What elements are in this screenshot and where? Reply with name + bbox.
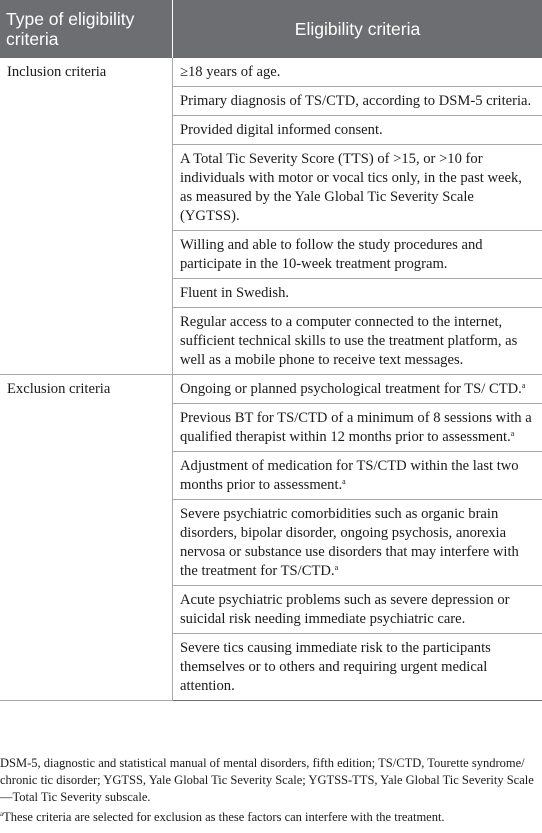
inclusion-item: ≥18 years of age.: [173, 58, 542, 87]
exclusion-item: [173, 452, 542, 500]
footnote-text: These criteria are selected for exclusion as these factors can interfere with the treatment.: [3, 810, 445, 824]
abbreviations-note: DSM-5, diagnostic and statistical manual of mental disorders, fifth edition; TS/CTD, Tourette syndrome/ chronic tic disorder; YGTSS, Yale Global Tic Severity Scale; YGTSS-TTS, Yale Global Tic Severity Scale—Total Tic Severity subscale.: [0, 756, 534, 804]
exclusion-item-text: Severe tics causing immediate risk to the participants themselves or to others and requiring urgent medical attention.: [180, 640, 491, 694]
exclusion-item-text: Severe psychiatric comorbidities such as organic brain disorders, bipolar disorder, ongoing psychosis, anorexia nervosa or substance use disorders that may interfere with the treatment for TS/CTD.: [180, 506, 519, 579]
footnote: [0, 809, 542, 826]
inclusion-item: Regular access to a computer connected to the internet, sufficient technical skills to use the treatment platform, as well as a mobile phone to receive text messages.: [173, 308, 542, 375]
footnote-mark: a: [0, 810, 4, 818]
inclusion-item: Primary diagnosis of TS/CTD, according to DSM-5 criteria.: [173, 87, 542, 116]
header-eligibility-criteria: Eligibility criteria: [173, 0, 542, 58]
exclusion-item: [173, 404, 542, 452]
exclusion-item: [173, 634, 542, 701]
exclusion-item: [173, 586, 542, 634]
inclusion-item: Provided digital informed consent.: [173, 116, 542, 145]
table-notes: [0, 755, 542, 826]
footnote-mark: a: [510, 429, 515, 438]
inclusion-label: Inclusion criteria: [0, 58, 173, 375]
exclusion-item: [173, 500, 542, 586]
exclusion-label: Exclusion criteria: [0, 375, 173, 701]
table-header-row: [0, 0, 542, 58]
inclusion-item: Willing and able to follow the study procedures and participate in the 10-week treatment program.: [173, 231, 542, 279]
footnote-mark: a: [342, 477, 346, 486]
table-row: [0, 58, 542, 87]
exclusion-item-text: Acute psychiatric problems such as severe depression or suicidal risk needing immediate psychiatric care.: [180, 592, 510, 627]
header-criteria-type: Type of eligibility criteria: [0, 0, 173, 58]
footnote-mark: a: [521, 381, 526, 390]
inclusion-item: Fluent in Swedish.: [173, 279, 542, 308]
table-row: [0, 375, 542, 404]
exclusion-item-text: Ongoing or planned psychological treatment for TS/ CTD.: [180, 381, 522, 397]
exclusion-item-text: Previous BT for TS/CTD of a minimum of 8 sessions with a qualified therapist within 12 months prior to assessment.: [180, 410, 532, 445]
exclusion-item-text: Adjustment of medication for TS/CTD within the last two months prior to assessment.: [180, 458, 519, 493]
inclusion-item: A Total Tic Severity Score (TTS) of >15, or >10 for individuals with motor or vocal tics only, in the past week, as measured by the Yale Global Tic Severity Scale (YGTSS).: [173, 145, 542, 231]
footnote-mark: a: [334, 563, 339, 572]
exclusion-item: [173, 375, 542, 404]
